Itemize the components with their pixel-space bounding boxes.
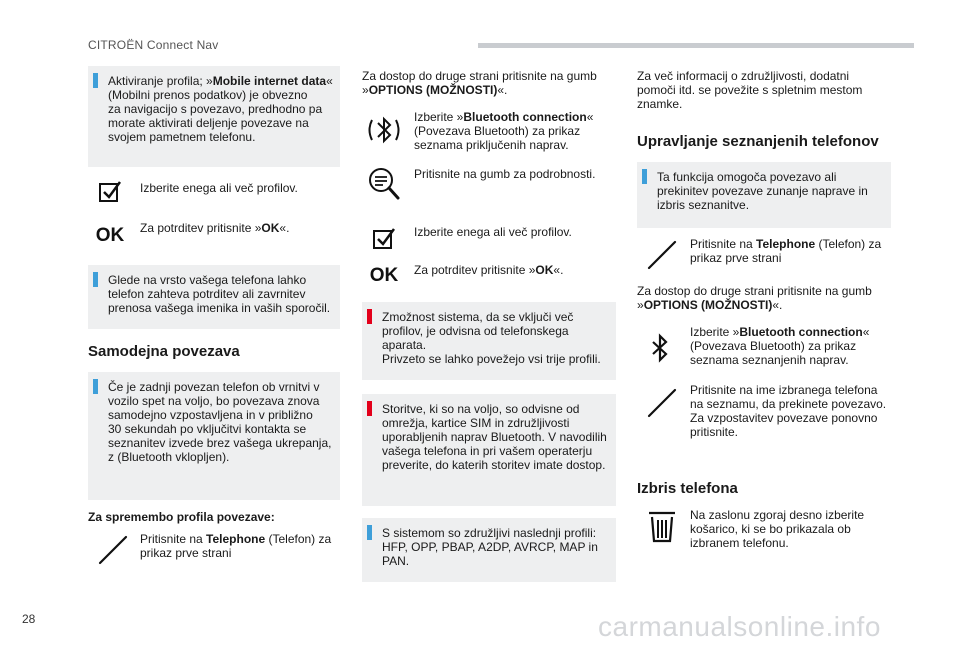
warning-text: Zmožnost sistema, da se vključi več profilov, je odvisna od telefonskega aparata. Privzeto se lahko povežejo vsi trije profili. <box>382 310 601 366</box>
manual-header-title: CITROËN Connect Nav <box>88 38 219 52</box>
checkbox-icon <box>364 218 404 258</box>
info-box-manage <box>637 162 891 228</box>
info-box-contacts <box>88 265 340 329</box>
step-confirm-ok: Za potrditev pritisnite »OK«. <box>140 221 290 235</box>
details-magnifier-icon <box>364 164 404 204</box>
step-delete-phone: Na zaslonu zgoraj desno izberite košarico, ki se bo prikazala ob izbranem telefonu. <box>690 508 865 550</box>
touch-icon <box>94 529 134 569</box>
step-telephone: Pritisnite na Telephone (Telefon) za prikaz prve strani <box>690 237 882 265</box>
step-confirm-ok: Za potrditev pritisnite »OK«. <box>414 263 564 277</box>
info-text: Aktiviranje profila; »Mobile internet data« (Mobilni prenos podatkov) je obvezno za navigacijo s povezavo, predhodno pa morate aktivirati deljenje povezave na svojem pametnem telefonu. <box>108 74 333 144</box>
info-text: Glede na vrsto vašega telefona lahko telefon zahteva potrditev ali zavrnitev prenosa vašega imenika in vaših sporočil. <box>108 273 331 315</box>
info-text: Ta funkcija omogoča povezavo ali prekinitev povezave zunanje naprave in izbris seznanitve. <box>657 170 868 212</box>
info-box-profile <box>88 66 340 167</box>
info-marker <box>642 169 647 184</box>
bluetooth-icon <box>640 328 680 368</box>
info-marker <box>93 272 98 287</box>
info-marker <box>367 525 372 540</box>
step-details: Pritisnite na gumb za podrobnosti. <box>414 167 596 181</box>
info-text: Če je zadnji povezan telefon ob vrnitvi v vozilo spet na voljo, bo povezava znova samodejno vzpostavljena in v približno 30 sekundah po vključitvi kontakta se seznanitev izvede brez vašega ukrepanja, z (Bluetooth vklopljen). <box>108 380 332 464</box>
step-bluetooth-connection: Izberite »Bluetooth connection« (Povezava Bluetooth) za prikaz seznama seznanjenih naprav. <box>690 325 870 367</box>
warning-box-services <box>362 394 616 506</box>
info-marker <box>93 379 98 394</box>
info-text: S sistemom so združljivi naslednji profili: HFP, OPP, PBAP, A2DP, AVRCP, MAP in PAN. <box>382 526 598 568</box>
checkbox-icon <box>90 171 130 211</box>
info-marker <box>93 73 98 88</box>
warning-text: Storitve, ki so na voljo, so odvisne od omrežja, kartice SIM in združljivosti uporabljenih naprav Bluetooth. V navodilih vašega telefona in pri vašem operaterju preverite, do katerih storitev imate dostop. <box>382 402 607 472</box>
touch-icon <box>643 382 683 422</box>
step-bluetooth-connection: Izberite »Bluetooth connection« (Povezava Bluetooth) za prikaz seznama priključenih naprav. <box>414 110 594 152</box>
touch-icon <box>643 234 683 274</box>
warning-marker <box>367 309 372 324</box>
ok-icon: OK <box>95 225 125 246</box>
info-box-auto-connect <box>88 372 340 500</box>
step-select-profiles: Izberite enega ali več profilov. <box>414 225 572 239</box>
page-number: 28 <box>22 612 36 626</box>
step-telephone: Pritisnite na Telephone (Telefon) za prikaz prve strani <box>140 532 332 560</box>
ok-icon: OK <box>369 265 399 286</box>
warning-box-profiles <box>362 302 616 380</box>
watermark-text: carmanualsonline.info <box>598 611 881 642</box>
warning-marker <box>367 401 372 416</box>
step-select-profiles: Izberite enega ali več profilov. <box>140 181 298 195</box>
heading-manage-paired: Upravljanje seznanjenih telefonov <box>637 133 879 150</box>
header-rule <box>478 43 914 48</box>
heading-auto-connect: Samodejna povezava <box>88 343 240 360</box>
trash-bin-icon <box>642 506 682 546</box>
info-box-supported-profiles <box>362 518 616 582</box>
heading-delete-phone: Izbris telefona <box>637 480 738 497</box>
options-instruction: Za dostop do druge strani pritisnite na gumb »OPTIONS (MOŽNOSTI)«. <box>637 284 872 312</box>
options-instruction: Za dostop do druge strani pritisnite na gumb »OPTIONS (MOŽNOSTI)«. <box>362 69 597 97</box>
bluetooth-connection-icon <box>364 110 404 150</box>
profile-change-label: Za spremembo profila povezave: <box>88 510 275 524</box>
more-info-text: Za več informacij o združljivosti, dodatni pomoči itd. se povežite s spletnim mestom znamke. <box>637 69 863 111</box>
step-select-phone-name: Pritisnite na ime izbranega telefona na seznamu, da prekinete povezavo. Za vzpostavitev povezave ponovno pritisnite. <box>690 383 887 439</box>
